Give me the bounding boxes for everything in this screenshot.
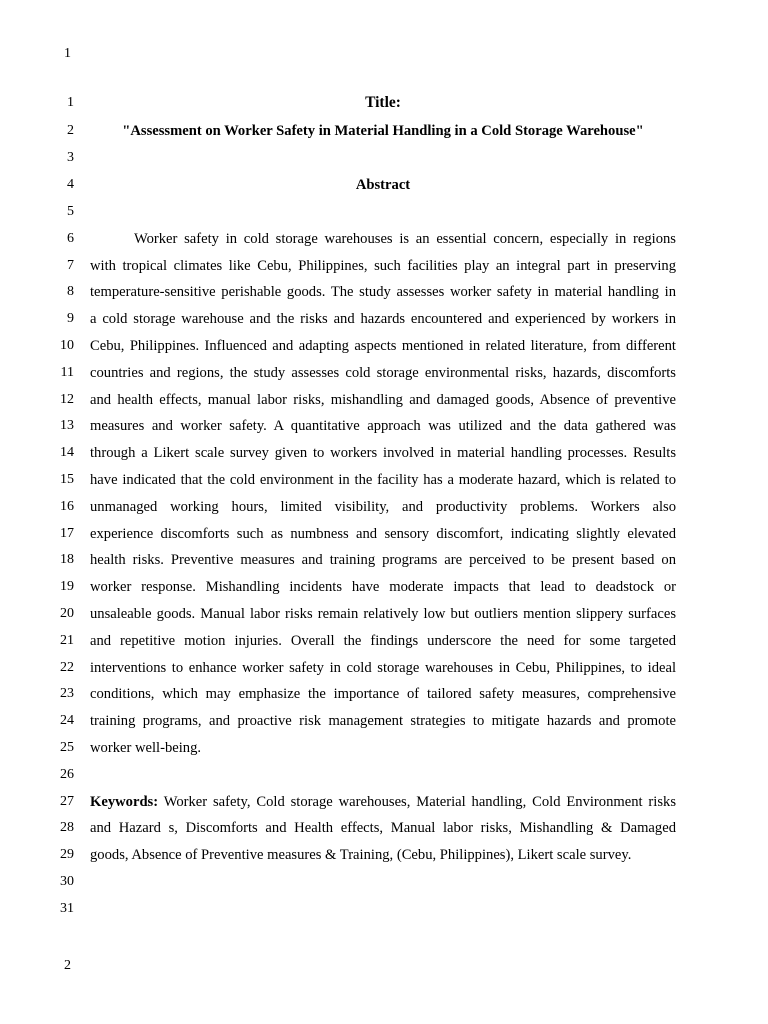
line-number: 21 — [60, 633, 74, 648]
abstract-line: and health effects, manual labor risks, mishandling and damaged goods, Absence of preventive — [90, 392, 676, 408]
line-number: 26 — [60, 767, 74, 782]
line-number: 7 — [67, 258, 74, 273]
keywords-line: goods, Absence of Preventive measures & Training, (Cebu, Philippines), Likert scale survey. — [90, 847, 632, 863]
line-number: 3 — [67, 150, 74, 165]
abstract-line: unsaleable goods. Manual labor risks remain relatively low but outliers mention slippery surfaces — [90, 606, 676, 622]
line-number: 6 — [67, 231, 74, 246]
line-number: 17 — [60, 526, 74, 541]
abstract-line: with tropical climates like Cebu, Philippines, such facilities play an integral part in preserving — [90, 258, 676, 274]
abstract-line: training programs, and proactive risk management strategies to mitigate hazards and promote — [90, 713, 676, 729]
abstract-heading: Abstract — [355, 177, 411, 193]
line-number: 29 — [60, 847, 74, 862]
line-number: 11 — [60, 365, 74, 380]
page-number-top: 1 — [64, 46, 71, 61]
line-number: 16 — [60, 499, 74, 514]
keywords-line — [90, 794, 676, 810]
line-number: 19 — [60, 579, 74, 594]
line-number: 12 — [60, 392, 74, 407]
line-number: 20 — [60, 606, 74, 621]
line-number: 8 — [67, 284, 74, 299]
line-number: 25 — [60, 740, 74, 755]
abstract-line: health risks. Preventive measures and training programs are perceived to be present based on — [90, 552, 676, 568]
abstract-line: Worker safety in cold storage warehouses is an essential concern, especially in regions — [134, 231, 676, 247]
abstract-line: measures and worker safety. A quantitative approach was utilized and the data gathered was — [90, 418, 676, 434]
page-number-bottom: 2 — [64, 958, 71, 973]
line-number: 5 — [67, 204, 74, 219]
abstract-line: experience discomforts such as numbness and sensory discomfort, indicating slightly elevated — [90, 526, 676, 542]
abstract-line: temperature-sensitive perishable goods. The study assesses worker safety in material handling in — [90, 284, 676, 300]
line-number: 14 — [60, 445, 74, 460]
keywords-text: Worker safety, Cold storage warehouses, Material handling, Cold Environment risks — [158, 794, 676, 810]
abstract-line: countries and regions, the study assesses cold storage environmental risks, hazards, discomforts — [90, 365, 676, 381]
line-number: 9 — [67, 311, 74, 326]
line-number: 31 — [60, 901, 74, 916]
line-number: 10 — [60, 338, 74, 353]
line-number: 24 — [60, 713, 74, 728]
abstract-line: interventions to enhance worker safety in cold storage warehouses in Cebu, Philippines, to ideal — [90, 660, 676, 676]
abstract-line: conditions, which may emphasize the importance of tailored safety measures, comprehensive — [90, 686, 676, 702]
abstract-line: through a Likert scale survey given to workers involved in material handling processes. Results — [90, 445, 676, 461]
line-number: 13 — [60, 418, 74, 433]
keywords-line: and Hazard s, Discomforts and Health effects, Manual labor risks, Mishandling & Damaged — [90, 820, 676, 836]
abstract-line: worker well-being. — [90, 740, 202, 756]
line-number: 27 — [60, 794, 74, 809]
abstract-line: Cebu, Philippines. Influenced and adapting aspects mentioned in related literature, from different — [90, 338, 676, 354]
line-number: 28 — [60, 820, 74, 835]
abstract-line: and repetitive motion injuries. Overall the findings underscore the need for some targeted — [90, 633, 676, 649]
line-number: 23 — [60, 686, 74, 701]
line-number: 2 — [67, 123, 74, 138]
line-number: 30 — [60, 874, 74, 889]
title-label: Title: — [365, 94, 401, 111]
line-number: 4 — [67, 177, 74, 192]
line-number: 1 — [67, 95, 74, 110]
keywords-label: Keywords: — [90, 794, 159, 810]
abstract-line: worker response. Mishandling incidents have moderate impacts that lead to deadstock or — [90, 579, 676, 595]
abstract-line: a cold storage warehouse and the risks and hazards encountered and experienced by workers in — [90, 311, 676, 327]
paper-title: "Assessment on Worker Safety in Material Handling in a Cold Storage Warehouse" — [122, 123, 644, 139]
abstract-line: unmanaged working hours, limited visibility, and productivity problems. Workers also — [90, 499, 676, 515]
abstract-line: have indicated that the cold environment in the facility has a moderate hazard, which is related to — [90, 472, 676, 488]
line-number: 18 — [60, 552, 74, 567]
line-number: 22 — [60, 660, 74, 675]
line-number: 15 — [60, 472, 74, 487]
